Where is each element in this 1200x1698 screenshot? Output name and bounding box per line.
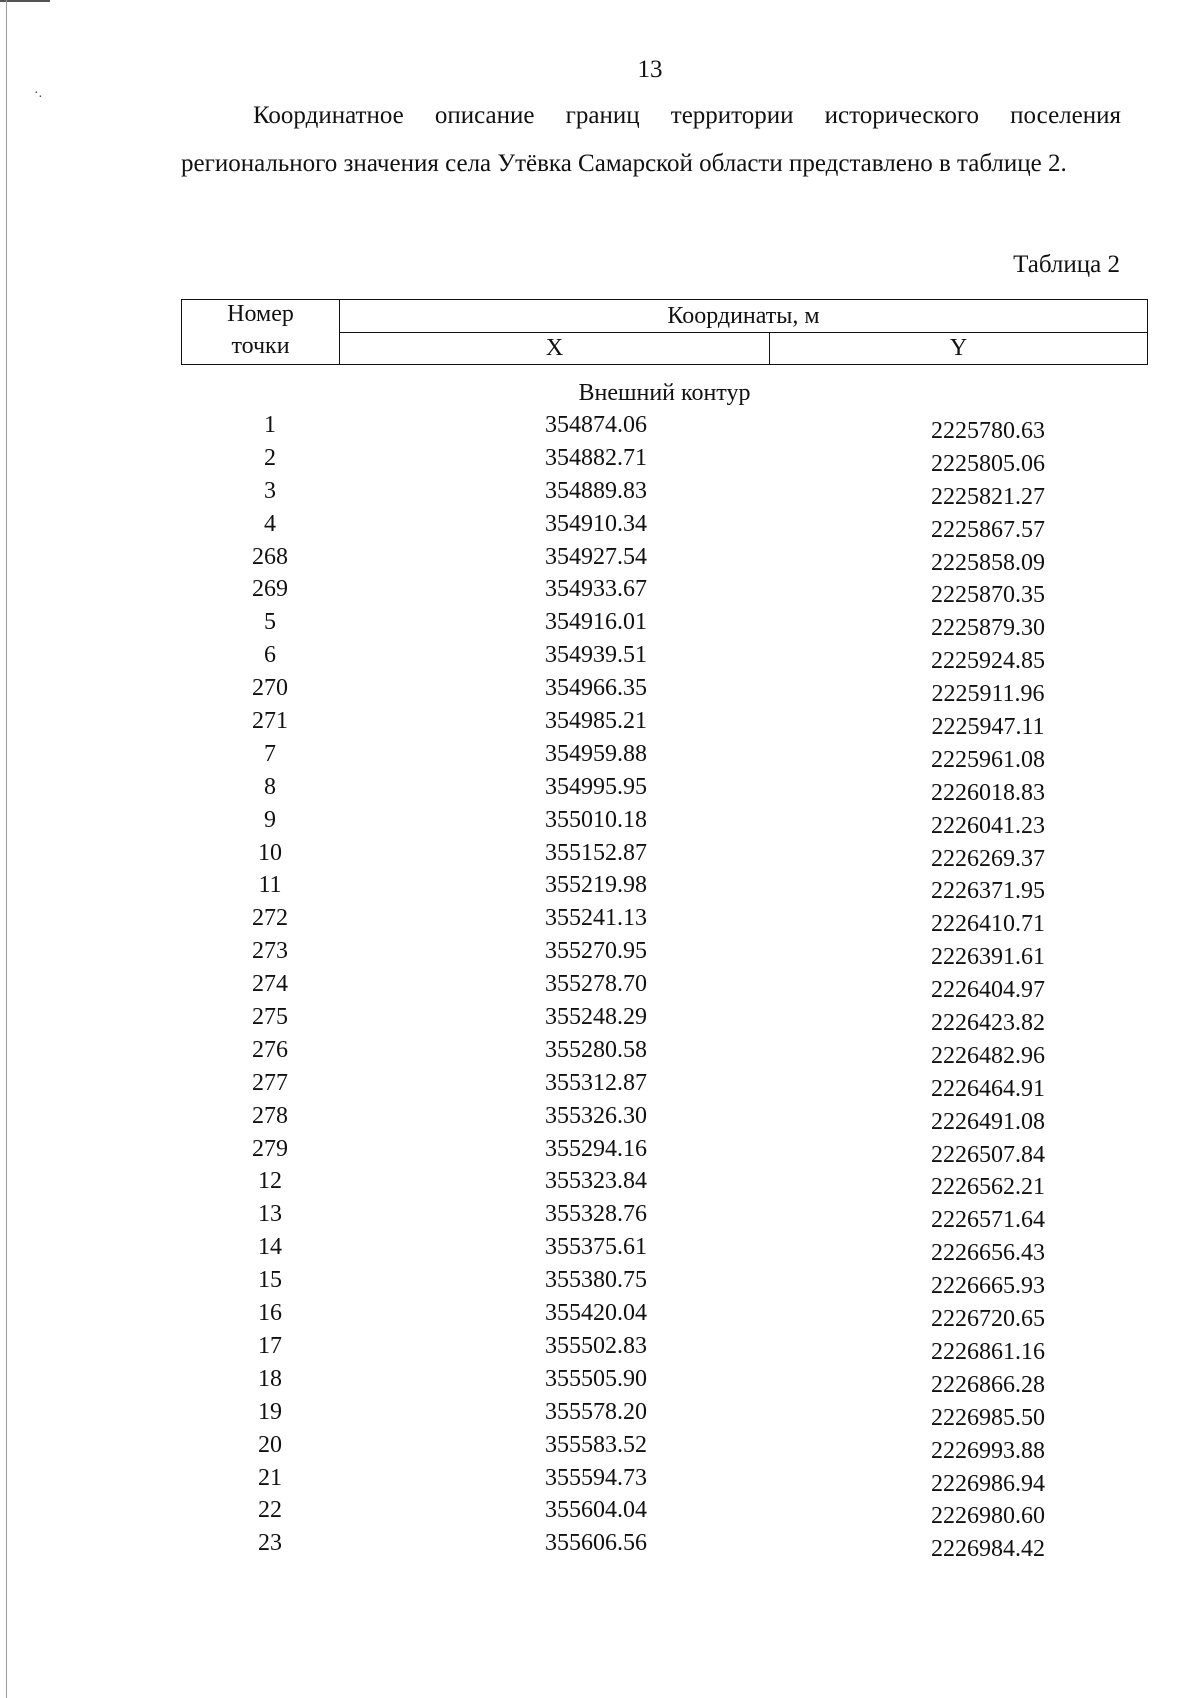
x-coordinate-cell: 355594.73 (545, 1464, 647, 1491)
table-row (181, 938, 1148, 971)
x-coordinate-cell: 354874.06 (545, 412, 647, 438)
header-coordinates: Координаты, м (340, 300, 1147, 333)
point-number-cell: 1 (264, 412, 276, 438)
y-coordinate-cell: 2225870.35 (931, 582, 1045, 609)
x-coordinate-cell: 355152.87 (545, 839, 647, 866)
table-row (181, 576, 1148, 609)
y-coordinate-cell: 2226986.94 (931, 1470, 1045, 1497)
y-coordinate-cell: 2225867.57 (931, 516, 1045, 543)
y-coordinate-cell: 2226993.88 (931, 1437, 1045, 1464)
y-coordinate-cell: 2226269.37 (931, 845, 1045, 872)
point-number-cell: 270 (252, 675, 288, 702)
y-coordinate-cell: 2225805.06 (931, 450, 1045, 477)
y-coordinate-cell: 2226861.16 (931, 1338, 1045, 1365)
table-row (181, 1432, 1148, 1465)
y-coordinate-cell: 2225961.08 (931, 746, 1045, 773)
x-coordinate-cell: 354985.21 (545, 708, 647, 735)
y-coordinate-cell: 2226018.83 (931, 779, 1045, 806)
table-row (181, 642, 1148, 675)
x-coordinate-cell: 355294.16 (545, 1135, 647, 1162)
y-coordinate-cell: 2225821.27 (931, 483, 1045, 510)
intro-text: Координатное описание границ территории исторического поселения регионального значения села Утёвка Самарской области представлено в таблице 2. (181, 102, 1121, 177)
y-coordinate-cell: 2226980.60 (931, 1503, 1045, 1530)
y-coordinate-cell: 2226571.64 (931, 1207, 1045, 1234)
point-number-cell: 268 (252, 543, 288, 570)
scan-artifact-left-edge (6, 0, 7, 1698)
x-coordinate-cell: 355583.52 (545, 1431, 647, 1458)
point-number-cell: 272 (252, 905, 288, 932)
y-coordinate-cell: 2226665.93 (931, 1273, 1045, 1300)
x-coordinate-cell: 355241.13 (545, 905, 647, 932)
scan-artifact-top-line (0, 0, 50, 2)
x-coordinate-cell: 355219.98 (545, 872, 647, 899)
table-row (181, 544, 1148, 577)
y-coordinate-cell: 2226720.65 (931, 1306, 1045, 1333)
point-number-cell: 279 (252, 1135, 288, 1162)
x-coordinate-cell: 354966.35 (545, 675, 647, 702)
table-row (181, 807, 1148, 840)
point-number-cell: 5 (264, 609, 276, 636)
point-number-cell: 20 (258, 1431, 282, 1458)
table-row (181, 1497, 1148, 1530)
point-number-cell: 11 (258, 872, 282, 899)
table-row (181, 1070, 1148, 1103)
x-coordinate-cell: 354939.51 (545, 642, 647, 669)
table-row (181, 1201, 1148, 1234)
table-row (181, 1530, 1148, 1563)
x-coordinate-cell: 355328.76 (545, 1201, 647, 1228)
point-number-cell: 269 (252, 576, 288, 603)
table-row (181, 445, 1148, 478)
y-coordinate-cell: 2225911.96 (931, 681, 1045, 708)
x-coordinate-cell: 354927.54 (545, 543, 647, 570)
point-number-cell: 16 (258, 1300, 282, 1327)
table-row (181, 1399, 1148, 1432)
x-coordinate-cell: 354995.95 (545, 773, 647, 800)
x-coordinate-cell: 354889.83 (545, 477, 647, 504)
table-caption: Таблица 2 (1013, 251, 1120, 278)
x-coordinate-cell: 355606.56 (545, 1530, 647, 1557)
point-number-cell: 273 (252, 938, 288, 965)
table-row (181, 708, 1148, 741)
x-coordinate-cell: 354916.01 (545, 609, 647, 636)
point-number-cell: 17 (258, 1332, 282, 1359)
table-row (181, 1136, 1148, 1169)
coordinates-table-body (181, 412, 1148, 1563)
x-coordinate-cell: 355248.29 (545, 1004, 647, 1031)
x-coordinate-cell: 355420.04 (545, 1300, 647, 1327)
header-x: X (340, 333, 770, 364)
x-coordinate-cell: 355375.61 (545, 1234, 647, 1261)
scan-artifact-mark: ·. (34, 86, 43, 101)
header-y: Y (949, 335, 968, 361)
y-coordinate-cell: 2226041.23 (931, 812, 1045, 839)
y-coordinate-cell: 2225947.11 (931, 714, 1045, 741)
y-coordinate-cell: 2226423.82 (931, 1010, 1045, 1037)
x-coordinate-cell: 354882.71 (545, 444, 647, 471)
x-coordinate-cell: 355323.84 (545, 1168, 647, 1195)
point-number-cell: 15 (258, 1267, 282, 1294)
table-row (181, 1366, 1148, 1399)
table-row (181, 609, 1148, 642)
x-coordinate-cell: 355312.87 (545, 1069, 647, 1096)
page-number: 13 (637, 56, 663, 83)
x-coordinate-cell: 355505.90 (545, 1365, 647, 1392)
table-row (181, 675, 1148, 708)
x-coordinate-cell: 355280.58 (545, 1036, 647, 1063)
point-number-cell: 276 (252, 1036, 288, 1063)
table-row (181, 1333, 1148, 1366)
y-coordinate-cell: 2225924.85 (931, 648, 1045, 675)
table-row (181, 511, 1148, 544)
table-row (181, 1267, 1148, 1300)
x-coordinate-cell: 355270.95 (545, 938, 647, 965)
table-row (181, 1004, 1148, 1037)
table-row (181, 478, 1148, 511)
point-number-cell: 19 (258, 1398, 282, 1425)
table-row (181, 1465, 1148, 1498)
table-row (181, 872, 1148, 905)
point-number-cell: 6 (264, 642, 276, 669)
x-coordinate-cell: 355502.83 (545, 1332, 647, 1359)
point-number-cell: 10 (258, 839, 282, 866)
x-coordinate-cell: 355578.20 (545, 1398, 647, 1425)
point-number-cell: 271 (252, 708, 288, 735)
y-coordinate-cell: 2226404.97 (931, 977, 1045, 1004)
y-coordinate-cell: 2226984.42 (931, 1536, 1045, 1563)
point-number-cell: 7 (264, 740, 276, 767)
x-coordinate-cell: 355380.75 (545, 1267, 647, 1294)
y-coordinate-cell: 2225879.30 (931, 615, 1045, 642)
point-number-cell: 8 (264, 773, 276, 800)
y-coordinate-cell: 2226507.84 (931, 1141, 1045, 1168)
point-number-cell: 22 (258, 1497, 282, 1524)
table-row (181, 905, 1148, 938)
y-coordinate-cell: 2226410.71 (931, 911, 1045, 938)
y-coordinate-cell: 2226985.50 (931, 1404, 1045, 1431)
point-number-cell: 275 (252, 1004, 288, 1031)
x-coordinate-cell: 355278.70 (545, 971, 647, 998)
table-row (181, 1103, 1148, 1136)
section-title-outer-contour: Внешний контур (578, 380, 751, 406)
table-row (181, 741, 1148, 774)
point-number-cell: 18 (258, 1365, 282, 1392)
x-coordinate-cell: 355326.30 (545, 1102, 647, 1129)
header-point-number-cell (182, 300, 340, 364)
table-row (181, 971, 1148, 1004)
coordinates-table-header (181, 299, 1148, 365)
table-row (181, 1037, 1148, 1070)
point-number-cell: 12 (258, 1168, 282, 1195)
x-coordinate-cell: 355010.18 (545, 806, 647, 833)
point-number-cell: 277 (252, 1069, 288, 1096)
y-coordinate-cell: 2226866.28 (931, 1371, 1045, 1398)
table-row (181, 1300, 1148, 1333)
point-number-cell: 2 (264, 444, 276, 471)
table-row (181, 1168, 1148, 1201)
point-number-cell: 4 (264, 510, 276, 537)
header-point-number-line1: Номер (227, 301, 294, 327)
header-point-number-line2: точки (231, 333, 290, 359)
point-number-cell: 21 (258, 1464, 282, 1491)
y-coordinate-cell: 2226656.43 (931, 1240, 1045, 1267)
x-coordinate-cell: 355604.04 (545, 1497, 647, 1524)
y-coordinate-cell: 2226391.61 (931, 944, 1045, 971)
point-number-cell: 3 (264, 477, 276, 504)
point-number-cell: 274 (252, 971, 288, 998)
point-number-cell: 9 (264, 806, 276, 833)
point-number-cell: 278 (252, 1102, 288, 1129)
intro-paragraph (181, 92, 1121, 188)
table-row (181, 840, 1148, 873)
y-coordinate-cell: 2226371.95 (931, 878, 1045, 905)
y-coordinate-cell: 2226562.21 (931, 1174, 1045, 1201)
point-number-cell: 14 (258, 1234, 282, 1261)
point-number-cell: 23 (258, 1530, 282, 1557)
y-coordinate-cell: 2226491.08 (931, 1108, 1045, 1135)
y-coordinate-cell: 2226482.96 (931, 1042, 1045, 1069)
table-row (181, 1234, 1148, 1267)
y-coordinate-cell: 2226464.91 (931, 1075, 1045, 1102)
y-coordinate-cell: 2225780.63 (931, 418, 1045, 444)
x-coordinate-cell: 354910.34 (545, 510, 647, 537)
x-coordinate-cell: 354959.88 (545, 740, 647, 767)
x-coordinate-cell: 354933.67 (545, 576, 647, 603)
table-row (181, 412, 1148, 445)
point-number-cell: 13 (258, 1201, 282, 1228)
y-coordinate-cell: 2225858.09 (931, 549, 1045, 576)
table-row (181, 774, 1148, 807)
